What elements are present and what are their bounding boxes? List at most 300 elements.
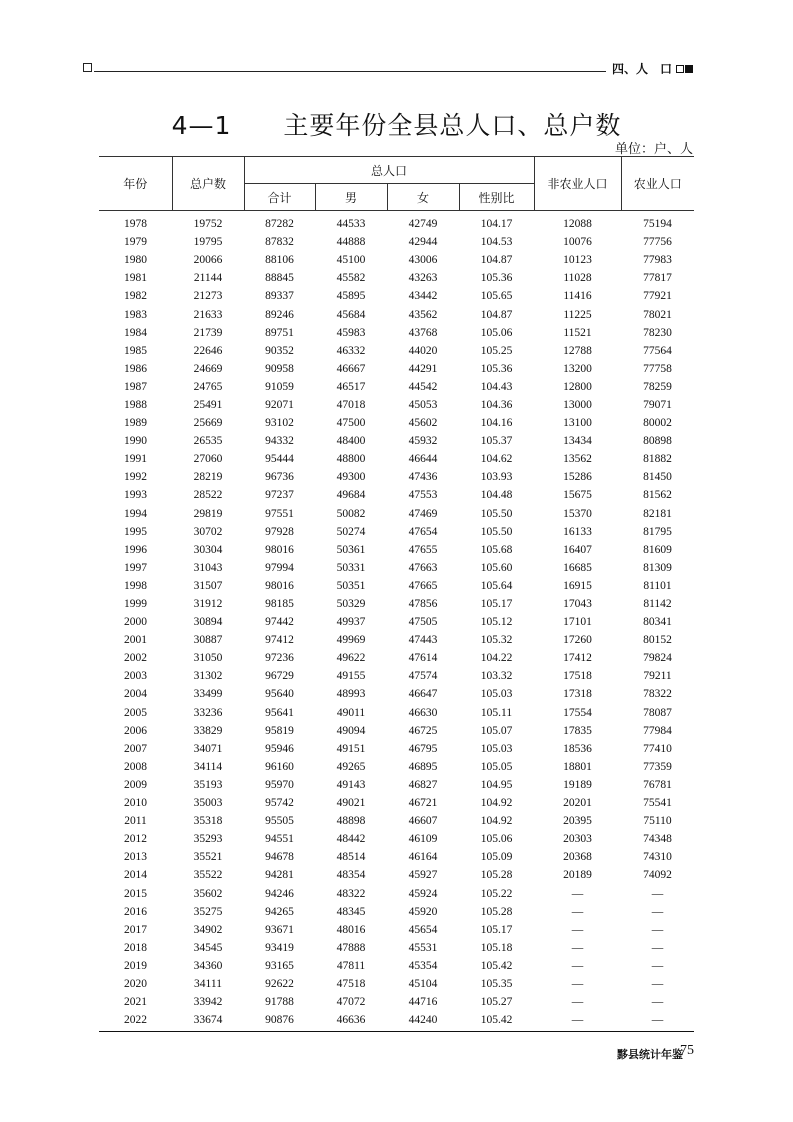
households-cell: 34111 bbox=[194, 977, 222, 990]
year-cell: 2016 bbox=[124, 905, 147, 918]
sex-ratio-cell: 105.50 bbox=[480, 525, 513, 538]
table-row bbox=[99, 324, 694, 342]
total-cell: 91788 bbox=[265, 996, 294, 1009]
page-title: 4—1 主要年份全县总人口、总户数 bbox=[171, 111, 622, 140]
agricultural-cell: 75541 bbox=[643, 797, 672, 810]
non-agricultural-cell: 13562 bbox=[563, 453, 592, 466]
agricultural-cell: 76781 bbox=[643, 778, 672, 791]
male-cell: 49969 bbox=[336, 634, 366, 647]
table-row bbox=[99, 211, 694, 234]
header-total: 合计 bbox=[244, 184, 315, 211]
agricultural-cell: 81609 bbox=[643, 543, 672, 556]
agricultural-cell: 77359 bbox=[643, 760, 672, 773]
households-cell: 24669 bbox=[193, 362, 223, 375]
year-cell: 2002 bbox=[124, 652, 147, 665]
table-row bbox=[99, 414, 694, 432]
year-cell: 2020 bbox=[124, 977, 147, 990]
total-cell: 92622 bbox=[265, 977, 294, 990]
agricultural-cell: 81450 bbox=[643, 471, 672, 484]
year-cell: 1980 bbox=[124, 254, 147, 267]
male-cell: 48400 bbox=[336, 435, 366, 448]
agricultural-cell: — bbox=[651, 959, 664, 972]
agricultural-cell: 81795 bbox=[643, 525, 672, 538]
year-cell: 1979 bbox=[124, 236, 147, 249]
male-cell: 47072 bbox=[336, 996, 366, 1009]
total-cell: 95819 bbox=[265, 724, 294, 737]
agricultural-cell: 75194 bbox=[643, 218, 672, 231]
year-cell: 2015 bbox=[124, 887, 147, 900]
table-row bbox=[99, 957, 694, 975]
households-cell: 35318 bbox=[193, 815, 223, 828]
non-agricultural-cell: 17101 bbox=[563, 616, 592, 629]
table-row bbox=[99, 1011, 694, 1032]
agricultural-cell: 74310 bbox=[643, 851, 672, 864]
table-row bbox=[99, 251, 694, 269]
agricultural-cell: — bbox=[651, 941, 664, 954]
total-cell: 89337 bbox=[265, 290, 294, 303]
table-row bbox=[99, 975, 694, 993]
sex-ratio-cell: 104.87 bbox=[480, 308, 513, 321]
table-row bbox=[99, 884, 694, 902]
female-cell: 47553 bbox=[408, 489, 438, 502]
sex-ratio-cell: 105.36 bbox=[480, 272, 513, 285]
sex-ratio-cell: 105.11 bbox=[480, 706, 513, 719]
female-cell: 43562 bbox=[408, 308, 438, 321]
sex-ratio-cell: 105.35 bbox=[480, 977, 513, 990]
male-cell: 49265 bbox=[336, 760, 366, 773]
male-cell: 49937 bbox=[336, 616, 366, 629]
table-row bbox=[99, 541, 694, 559]
households-cell: 30304 bbox=[193, 543, 223, 556]
male-cell: 48322 bbox=[336, 887, 366, 900]
total-cell: 90958 bbox=[265, 362, 294, 375]
table-row bbox=[99, 649, 694, 667]
page-number: 75 bbox=[680, 1043, 694, 1058]
sex-ratio-cell: 105.06 bbox=[480, 833, 513, 846]
agricultural-cell: — bbox=[651, 977, 664, 990]
table-row bbox=[99, 486, 694, 504]
male-cell: 48993 bbox=[336, 688, 366, 701]
sex-ratio-cell: 104.17 bbox=[480, 218, 513, 231]
households-cell: 33236 bbox=[193, 706, 223, 719]
table-row bbox=[99, 577, 694, 595]
male-cell: 47888 bbox=[336, 941, 366, 954]
sex-ratio-cell: 104.36 bbox=[480, 398, 513, 411]
header-agricultural: 农业人口 bbox=[621, 157, 694, 211]
female-cell: 47436 bbox=[408, 471, 438, 484]
sex-ratio-cell: 105.03 bbox=[480, 688, 513, 701]
total-cell: 87282 bbox=[265, 218, 294, 231]
total-cell: 87832 bbox=[265, 236, 294, 249]
male-cell: 45582 bbox=[336, 272, 366, 285]
total-cell: 97412 bbox=[265, 634, 294, 647]
households-cell: 30887 bbox=[193, 634, 223, 647]
non-agricultural-cell: — bbox=[571, 941, 584, 954]
non-agricultural-cell: 15286 bbox=[563, 471, 592, 484]
non-agricultural-cell: 20395 bbox=[563, 815, 592, 828]
agricultural-cell: 79211 bbox=[643, 670, 672, 683]
agricultural-cell: 78259 bbox=[643, 380, 672, 393]
section-label: 四、人 口 bbox=[612, 62, 673, 76]
male-cell: 49143 bbox=[336, 778, 366, 791]
sex-ratio-cell: 105.22 bbox=[480, 887, 513, 900]
non-agricultural-cell: 17318 bbox=[563, 688, 592, 701]
agricultural-cell: 78322 bbox=[643, 688, 672, 701]
table-row bbox=[99, 360, 694, 378]
header-sex-ratio: 性别比 bbox=[459, 184, 534, 211]
year-cell: 2019 bbox=[124, 959, 147, 972]
sex-ratio-cell: 105.65 bbox=[480, 290, 513, 303]
female-cell: 47505 bbox=[408, 616, 438, 629]
year-cell: 2000 bbox=[124, 616, 147, 629]
female-cell: 46644 bbox=[408, 453, 438, 466]
agricultural-cell: 79824 bbox=[643, 652, 672, 665]
year-cell: 1994 bbox=[124, 507, 147, 520]
total-cell: 96160 bbox=[265, 760, 294, 773]
non-agricultural-cell: 17554 bbox=[563, 706, 592, 719]
male-cell: 50274 bbox=[336, 525, 366, 538]
sex-ratio-cell: 105.03 bbox=[480, 742, 513, 755]
total-cell: 98016 bbox=[265, 579, 294, 592]
agricultural-cell: 81142 bbox=[643, 598, 672, 611]
non-agricultural-cell: 17835 bbox=[563, 724, 592, 737]
non-agricultural-cell: — bbox=[571, 977, 584, 990]
year-cell: 1992 bbox=[124, 471, 147, 484]
sex-ratio-cell: 105.32 bbox=[480, 634, 513, 647]
header-households: 总户数 bbox=[172, 157, 244, 211]
table-row bbox=[99, 233, 694, 251]
sex-ratio-cell: 105.06 bbox=[480, 326, 513, 339]
sex-ratio-cell: 104.53 bbox=[480, 236, 513, 249]
table-row bbox=[99, 866, 694, 884]
male-cell: 45895 bbox=[336, 290, 366, 303]
total-cell: 97237 bbox=[265, 489, 294, 502]
non-agricultural-cell: 12788 bbox=[563, 344, 592, 357]
households-cell: 30894 bbox=[193, 616, 223, 629]
year-cell: 1999 bbox=[124, 598, 147, 611]
year-cell: 2022 bbox=[124, 1014, 147, 1027]
non-agricultural-cell: 16915 bbox=[563, 579, 592, 592]
table-row bbox=[99, 505, 694, 523]
households-cell: 31050 bbox=[193, 652, 223, 665]
non-agricultural-cell: 17260 bbox=[563, 634, 592, 647]
table-row bbox=[99, 848, 694, 866]
female-cell: 47665 bbox=[408, 579, 438, 592]
sex-ratio-cell: 105.37 bbox=[480, 435, 513, 448]
year-cell: 2011 bbox=[124, 815, 147, 828]
male-cell: 48354 bbox=[336, 869, 366, 882]
female-cell: 45104 bbox=[408, 977, 438, 990]
total-cell: 95640 bbox=[265, 688, 294, 701]
non-agricultural-cell: 12800 bbox=[563, 380, 592, 393]
header-rule bbox=[94, 71, 606, 72]
households-cell: 26535 bbox=[193, 435, 223, 448]
table-row bbox=[99, 722, 694, 740]
year-cell: 2012 bbox=[124, 833, 147, 846]
female-cell: 46164 bbox=[408, 851, 438, 864]
non-agricultural-cell: 10076 bbox=[563, 236, 592, 249]
non-agricultural-cell: 18801 bbox=[563, 760, 592, 773]
year-cell: 1986 bbox=[124, 362, 147, 375]
total-cell: 94332 bbox=[265, 435, 294, 448]
non-agricultural-cell: 11225 bbox=[563, 308, 592, 321]
sex-ratio-cell: 104.16 bbox=[480, 417, 513, 430]
total-cell: 97994 bbox=[265, 561, 294, 574]
male-cell: 45100 bbox=[336, 254, 366, 267]
non-agricultural-cell: 13200 bbox=[563, 362, 592, 375]
total-cell: 98016 bbox=[265, 543, 294, 556]
non-agricultural-cell: 11028 bbox=[563, 272, 592, 285]
total-cell: 89246 bbox=[265, 308, 294, 321]
table-row bbox=[99, 794, 694, 812]
non-agricultural-cell: — bbox=[571, 905, 584, 918]
female-cell: 45602 bbox=[408, 417, 438, 430]
female-cell: 47443 bbox=[408, 634, 438, 647]
total-cell: 93102 bbox=[265, 417, 294, 430]
households-cell: 20066 bbox=[193, 254, 223, 267]
table-row bbox=[99, 903, 694, 921]
female-cell: 46109 bbox=[408, 833, 438, 846]
male-cell: 44888 bbox=[336, 236, 366, 249]
year-cell: 2018 bbox=[124, 941, 147, 954]
female-cell: 45354 bbox=[408, 959, 438, 972]
male-cell: 49300 bbox=[336, 471, 366, 484]
sex-ratio-cell: 105.27 bbox=[480, 996, 513, 1009]
table-row bbox=[99, 396, 694, 414]
table-row bbox=[99, 740, 694, 758]
female-cell: 46795 bbox=[408, 742, 438, 755]
agricultural-cell: 82181 bbox=[643, 507, 672, 520]
total-cell: 95742 bbox=[265, 797, 294, 810]
table-row bbox=[99, 704, 694, 722]
sex-ratio-cell: 105.28 bbox=[480, 869, 513, 882]
male-cell: 48800 bbox=[336, 453, 366, 466]
table-row bbox=[99, 758, 694, 776]
table-row bbox=[99, 939, 694, 957]
households-cell: 28522 bbox=[193, 489, 223, 502]
year-cell: 1981 bbox=[124, 272, 147, 285]
table-row bbox=[99, 450, 694, 468]
table-row bbox=[99, 305, 694, 323]
non-agricultural-cell: 20189 bbox=[563, 869, 592, 882]
agricultural-cell: 80341 bbox=[643, 616, 672, 629]
non-agricultural-cell: 20303 bbox=[563, 833, 592, 846]
male-cell: 47811 bbox=[336, 959, 366, 972]
agricultural-cell: 77983 bbox=[643, 254, 672, 267]
male-cell: 46332 bbox=[336, 344, 366, 357]
sex-ratio-cell: 104.43 bbox=[480, 380, 513, 393]
total-cell: 96729 bbox=[265, 670, 294, 683]
agricultural-cell: — bbox=[651, 996, 664, 1009]
total-cell: 93419 bbox=[265, 941, 294, 954]
year-cell: 1988 bbox=[124, 398, 147, 411]
female-cell: 45531 bbox=[408, 941, 438, 954]
households-cell: 33942 bbox=[193, 996, 223, 1009]
female-cell: 47574 bbox=[408, 670, 438, 683]
households-cell: 35602 bbox=[193, 887, 223, 900]
households-cell: 31507 bbox=[193, 579, 223, 592]
households-cell: 31302 bbox=[193, 670, 223, 683]
sex-ratio-cell: 105.64 bbox=[480, 579, 513, 592]
table-row bbox=[99, 523, 694, 541]
non-agricultural-cell: 17043 bbox=[563, 598, 592, 611]
year-cell: 1998 bbox=[124, 579, 147, 592]
footer-yearbook-name: 黟县统计年鉴 bbox=[617, 1048, 683, 1061]
male-cell: 49011 bbox=[336, 706, 366, 719]
table-row bbox=[99, 685, 694, 703]
header-year: 年份 bbox=[99, 157, 172, 211]
female-cell: 45053 bbox=[408, 398, 438, 411]
year-cell: 1989 bbox=[124, 417, 147, 430]
total-cell: 95641 bbox=[265, 706, 294, 719]
female-cell: 42749 bbox=[408, 218, 438, 231]
total-cell: 93671 bbox=[265, 923, 294, 936]
agricultural-cell: 81562 bbox=[643, 489, 672, 502]
female-cell: 44291 bbox=[408, 362, 438, 375]
table-row bbox=[99, 631, 694, 649]
year-cell: 1978 bbox=[124, 218, 147, 231]
agricultural-cell: — bbox=[651, 1014, 664, 1027]
agricultural-cell: 77921 bbox=[643, 290, 672, 303]
sex-ratio-cell: 105.17 bbox=[480, 598, 513, 611]
total-cell: 90876 bbox=[265, 1014, 294, 1027]
non-agricultural-cell: 16133 bbox=[563, 525, 592, 538]
year-cell: 2001 bbox=[124, 634, 147, 647]
non-agricultural-cell: 16407 bbox=[563, 543, 592, 556]
non-agricultural-cell: 18536 bbox=[563, 742, 592, 755]
table-row bbox=[99, 993, 694, 1011]
agricultural-cell: 77984 bbox=[643, 724, 672, 737]
agricultural-cell: 81309 bbox=[643, 561, 672, 574]
table-row bbox=[99, 667, 694, 685]
households-cell: 34902 bbox=[193, 923, 223, 936]
male-cell: 49622 bbox=[336, 652, 366, 665]
sex-ratio-cell: 105.42 bbox=[480, 1014, 513, 1027]
total-cell: 97442 bbox=[265, 616, 294, 629]
year-cell: 1997 bbox=[124, 561, 147, 574]
sex-ratio-cell: 103.32 bbox=[480, 670, 513, 683]
total-cell: 88845 bbox=[265, 272, 294, 285]
households-cell: 35003 bbox=[193, 797, 223, 810]
total-cell: 94265 bbox=[265, 905, 294, 918]
male-cell: 48016 bbox=[336, 923, 366, 936]
agricultural-cell: 77410 bbox=[643, 742, 672, 755]
header-total-population: 总人口 bbox=[244, 157, 534, 184]
sex-ratio-cell: 104.87 bbox=[480, 254, 513, 267]
female-cell: 42944 bbox=[408, 236, 438, 249]
total-cell: 90352 bbox=[265, 344, 294, 357]
table-header bbox=[99, 157, 694, 211]
sex-ratio-cell: 105.18 bbox=[480, 941, 513, 954]
year-cell: 2014 bbox=[124, 869, 147, 882]
non-agricultural-cell: 11521 bbox=[563, 326, 592, 339]
female-cell: 43768 bbox=[408, 326, 438, 339]
agricultural-cell: — bbox=[651, 923, 664, 936]
households-cell: 35522 bbox=[193, 869, 223, 882]
male-cell: 49684 bbox=[336, 489, 366, 502]
female-cell: 47655 bbox=[408, 543, 438, 556]
total-cell: 94246 bbox=[265, 887, 294, 900]
households-cell: 25491 bbox=[193, 398, 223, 411]
total-cell: 94678 bbox=[265, 851, 294, 864]
year-cell: 2007 bbox=[124, 742, 147, 755]
male-cell: 49151 bbox=[336, 742, 366, 755]
year-cell: 1984 bbox=[124, 326, 147, 339]
female-cell: 44240 bbox=[408, 1014, 438, 1027]
male-cell: 48442 bbox=[336, 833, 366, 846]
header-left-square bbox=[83, 63, 92, 72]
female-cell: 47856 bbox=[408, 598, 438, 611]
sex-ratio-cell: 105.17 bbox=[480, 923, 513, 936]
female-cell: 45920 bbox=[408, 905, 438, 918]
non-agricultural-cell: 11416 bbox=[563, 290, 592, 303]
square-filled-icon bbox=[685, 65, 693, 73]
table-row bbox=[99, 559, 694, 577]
table-row bbox=[99, 776, 694, 794]
table-row bbox=[99, 595, 694, 613]
households-cell: 29819 bbox=[193, 507, 223, 520]
male-cell: 44533 bbox=[336, 218, 366, 231]
male-cell: 49021 bbox=[336, 797, 366, 810]
agricultural-cell: 78230 bbox=[643, 326, 672, 339]
year-cell: 1985 bbox=[124, 344, 147, 357]
year-cell: 2003 bbox=[124, 670, 147, 683]
total-cell: 95970 bbox=[265, 778, 294, 791]
non-agricultural-cell: — bbox=[571, 923, 584, 936]
total-cell: 88106 bbox=[265, 254, 294, 267]
sex-ratio-cell: 105.68 bbox=[480, 543, 513, 556]
table-row bbox=[99, 342, 694, 360]
male-cell: 48345 bbox=[336, 905, 366, 918]
female-cell: 43006 bbox=[408, 254, 438, 267]
table-row bbox=[99, 269, 694, 287]
agricultural-cell: 77564 bbox=[643, 344, 672, 357]
year-cell: 2017 bbox=[124, 923, 147, 936]
sex-ratio-cell: 104.48 bbox=[480, 489, 513, 502]
households-cell: 21739 bbox=[193, 326, 223, 339]
female-cell: 46607 bbox=[408, 815, 438, 828]
agricultural-cell: 75110 bbox=[643, 815, 672, 828]
non-agricultural-cell: — bbox=[571, 1014, 584, 1027]
table-row bbox=[99, 613, 694, 631]
male-cell: 46667 bbox=[336, 362, 366, 375]
households-cell: 31043 bbox=[193, 561, 223, 574]
non-agricultural-cell: 13434 bbox=[563, 435, 592, 448]
total-cell: 97236 bbox=[265, 652, 294, 665]
male-cell: 47518 bbox=[336, 977, 366, 990]
households-cell: 19752 bbox=[193, 218, 223, 231]
total-cell: 91059 bbox=[265, 380, 294, 393]
square-outline-icon bbox=[676, 65, 684, 73]
male-cell: 49094 bbox=[336, 724, 366, 737]
sex-ratio-cell: 105.07 bbox=[480, 724, 513, 737]
households-cell: 35193 bbox=[193, 778, 223, 791]
households-cell: 21273 bbox=[193, 290, 223, 303]
header-male: 男 bbox=[315, 184, 387, 211]
agricultural-cell: 80898 bbox=[643, 435, 672, 448]
total-cell: 95505 bbox=[265, 815, 294, 828]
sex-ratio-cell: 103.93 bbox=[480, 471, 513, 484]
agricultural-cell: — bbox=[651, 887, 664, 900]
households-cell: 22646 bbox=[193, 344, 223, 357]
households-cell: 35275 bbox=[193, 905, 223, 918]
households-cell: 34114 bbox=[193, 760, 223, 773]
table-row bbox=[99, 432, 694, 450]
sex-ratio-cell: 105.60 bbox=[480, 561, 513, 574]
male-cell: 50082 bbox=[336, 507, 366, 520]
agricultural-cell: 80002 bbox=[643, 417, 672, 430]
sex-ratio-cell: 105.50 bbox=[480, 507, 513, 520]
